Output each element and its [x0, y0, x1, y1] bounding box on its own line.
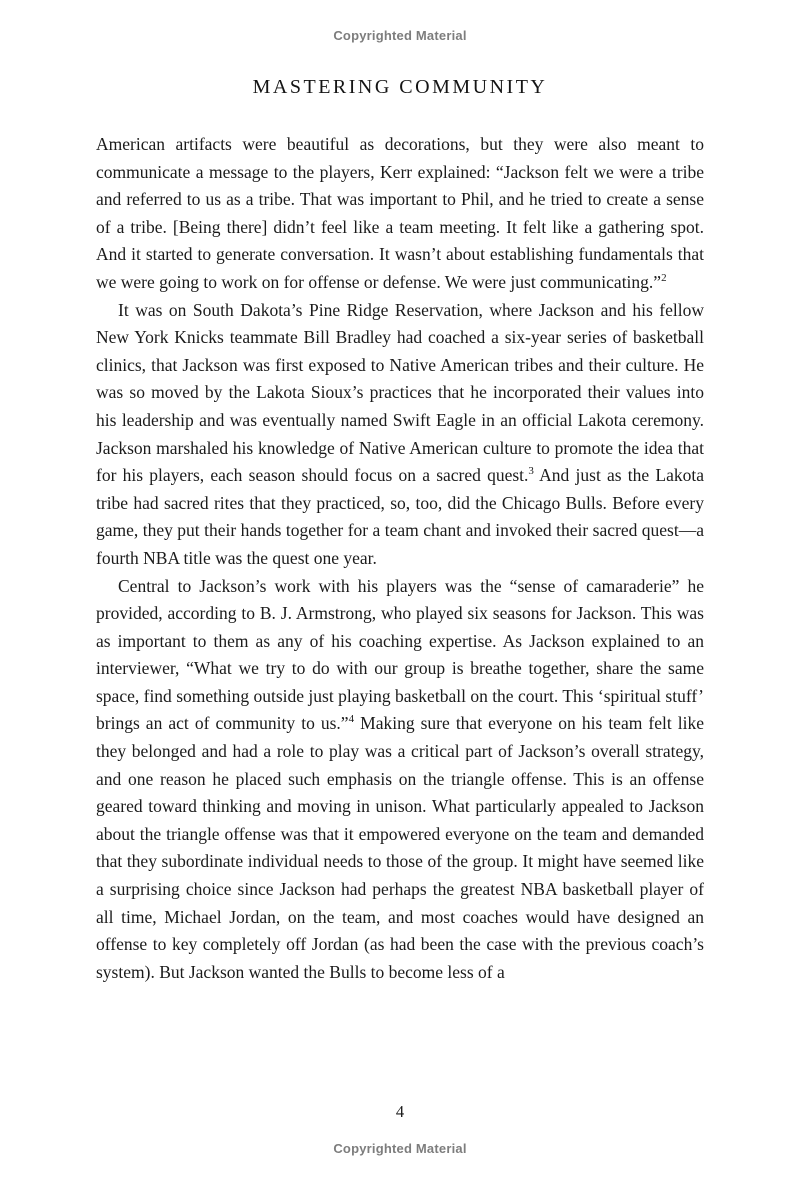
paragraph-1-text: American artifacts were beautiful as decorations, but they were also meant to communicate a message to the players, Kerr explained: “Jackson felt we were a tribe and referred to us as a tribe. That was important to Phil, and he tried to create a sense of a tribe. [Being there] didn’t feel like a team meeting. It felt like a gathering spot. And it started to generate conversation. It wasn’t about establishing fundamentals that we were going to work on for offense or defense. We were just communicating.”: [96, 134, 704, 292]
page-number: 4: [395, 1102, 405, 1121]
paragraph-2-text-a: It was on South Dakota’s Pine Ridge Reservation, where Jackson and his fellow New York Knicks teammate Bill Bradley had coached a six-year series of basketball clinics, that Jackson was first exposed to Native American tribes and their culture. He was so moved by the Lakota Sioux’s practices that he incorporated their values into his leadership and was eventually named Swift Eagle in an official Lakota ceremony. Jackson marshaled his knowledge of Native American culture to promote the idea that for his players, each season should focus on a sacred quest.: [96, 299, 704, 486]
paragraph-3-text-a: Central to Jackson’s work with his players was the “sense of camaraderie” he provided, according to B. J. Armstrong, who played six seasons for Jackson. This was as important to them as any of his coaching expertise. As Jackson explained to an interviewer, “What we try to do with our group is breathe together, share the same space, find something outside just playing basketball on the court. This ‘spiritual stuff’ brings an act of community to us.”: [96, 575, 704, 734]
chapter-title: MASTERING COMMUNITY: [252, 76, 548, 98]
footnote-ref-2: 2: [661, 272, 667, 285]
footnote-ref-4: 4: [348, 713, 355, 726]
copyright-notice-bottom: Copyrighted Material: [333, 1141, 467, 1156]
paragraph-1: [96, 131, 704, 297]
paragraph-3: [96, 573, 704, 987]
paragraph-2-text-b: And just as the Lakota tribe had sacred rites that they practiced, so, too, did the Chicago Bulls. Before every game, they put their hands together for a team chant and invoked their sacred quest—a fourth NBA title was the quest one year.: [96, 465, 704, 568]
copyright-notice-top: Copyrighted Material: [333, 28, 467, 43]
footnote-ref-3: 3: [528, 465, 534, 478]
paragraph-3-text-b: Making sure that everyone on his team felt like they belonged and had a role to play was a critical part of Jackson’s overall strategy, and one reason he placed such emphasis on the triangle offense. This is an offense geared toward thinking and moving in unison. What particularly appealed to Jackson about the triangle offense was that it empowered everyone on the team and demanded that they subordinate individual needs to those of the group. It might have seemed like a surprising choice since Jackson had perhaps the greatest NBA basketball player of all time, Michael Jordan, on the team, and most coaches would have designed an offense to key completely off Jordan (as had been the case with the previous coach’s system). But Jackson wanted the Bulls to become less of a: [96, 713, 704, 982]
page-body: [96, 131, 704, 986]
paragraph-2: [96, 297, 704, 573]
